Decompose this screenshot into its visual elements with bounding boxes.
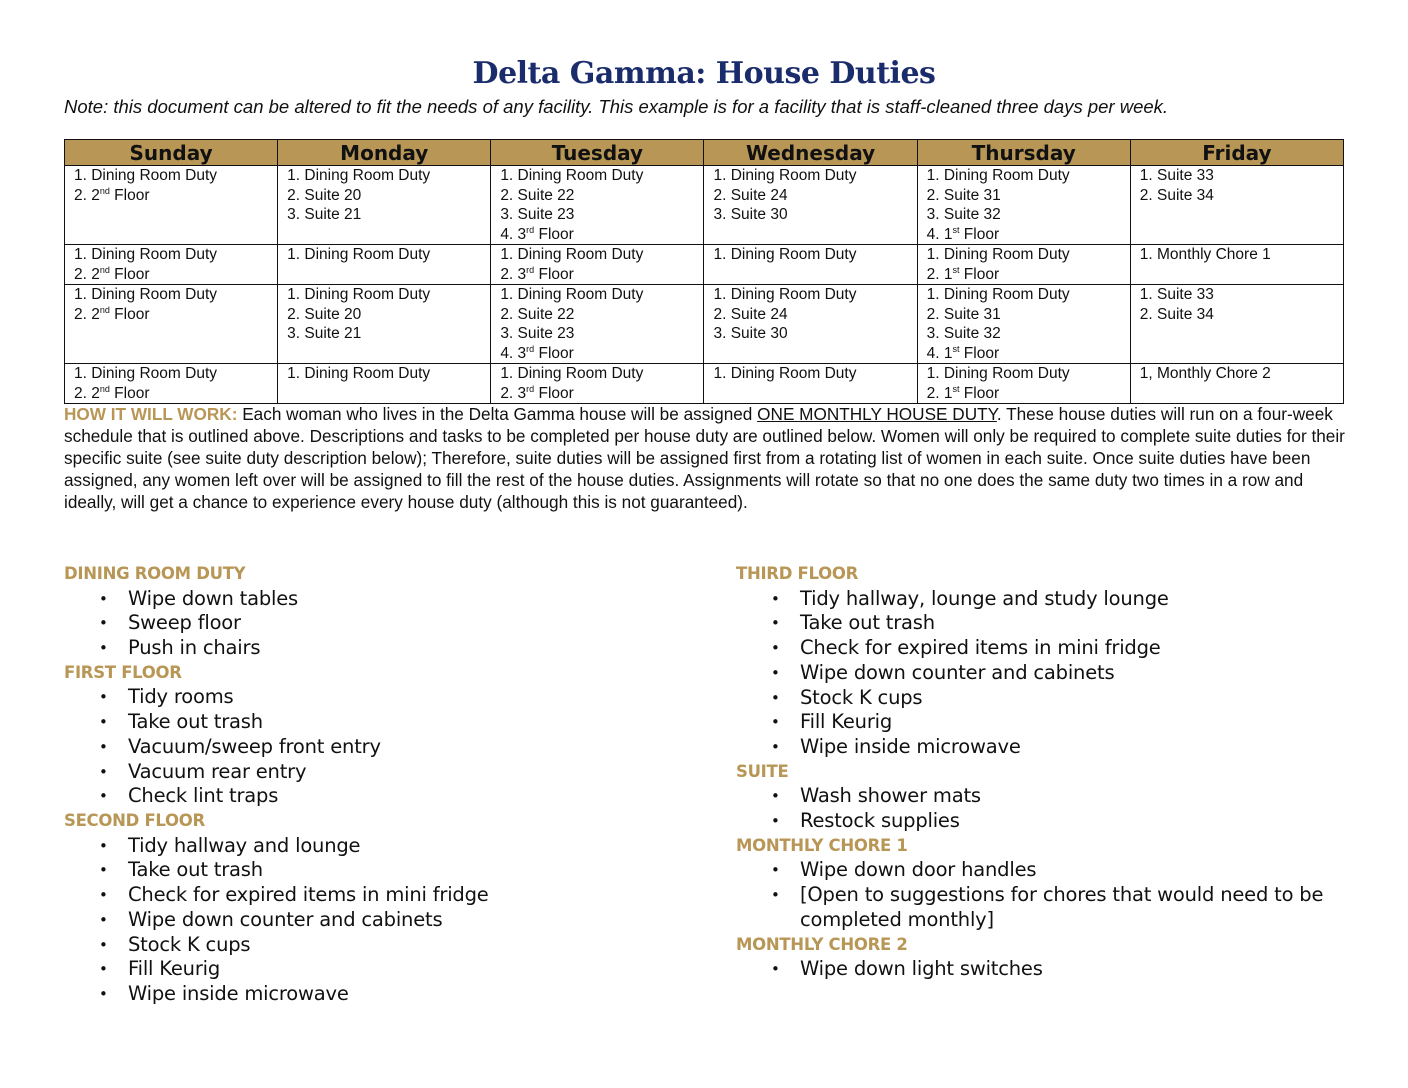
bullet-icon: • (99, 886, 108, 905)
duty-entry-text: 1. Dining Room Duty (287, 365, 431, 382)
ordinal-suffix: rd (526, 264, 535, 275)
bullet-icon: • (99, 762, 108, 781)
duty-heading: MONTHLY CHORE 1 (736, 835, 908, 855)
duty-entry-text: 1. Suite 33 (1139, 286, 1214, 303)
ordinal-suffix: nd (99, 383, 110, 394)
duty-entry (500, 225, 703, 245)
duty-entry-text-suffix: Floor (534, 265, 574, 283)
schedule-week-row (65, 364, 1344, 404)
ordinal-suffix: rd (526, 343, 535, 354)
duty-task-item (64, 636, 704, 661)
duty-entry (287, 205, 490, 225)
duty-entry (1140, 364, 1343, 384)
duty-entry-text: 1. Dining Room Duty (74, 167, 218, 184)
schedule-cell (1130, 364, 1343, 404)
how-it-works-text-2: . These house duties will run on a four-week schedule that is outlined above. Descriptions and tasks to be completed per house duty are outlined below. Women will only be required to complete suite duties for their specific suite (see suite duty description below); Therefore, suite duties will be assigned first from a rotating list of women in each suite. Once suite duties have been assigned, any women left over will be assigned to fill the rest of the house duties. Assignments will rotate so that no one does the same duty two times in a row and ideally, will get a chance to experience every house duty (although this is not guaranteed). (64, 404, 1345, 512)
duty-task-text: Fill Keurig (800, 710, 893, 734)
day-header-sunday: Sunday (65, 140, 278, 166)
duty-task-item (736, 735, 1376, 760)
duty-entry (74, 265, 277, 285)
duty-task-text: Wipe down counter and cabinets (800, 660, 1115, 684)
day-header-monday: Monday (278, 140, 491, 166)
duty-task-text: Wipe down counter and cabinets (128, 907, 443, 931)
duty-task-item (64, 710, 704, 735)
duty-task-item (64, 908, 704, 933)
duty-entry (500, 384, 703, 404)
duty-entry-text: 2. 2 (74, 186, 100, 204)
duty-heading: SECOND FLOOR (64, 811, 205, 830)
duty-task-text: Vacuum rear entry (128, 759, 307, 783)
duty-task-item (736, 611, 1376, 636)
schedule-cell (704, 166, 917, 245)
ordinal-suffix: st (952, 224, 960, 235)
duty-task-text: Wipe down door handles (800, 858, 1037, 882)
schedule-cell (1130, 245, 1343, 285)
duty-task-list (64, 834, 704, 1007)
duty-task-text: Check for expired items in mini fridge (800, 636, 1161, 660)
duty-task-text: Tidy rooms (128, 685, 234, 709)
duty-entry-text: 1. Dining Room Duty (500, 286, 644, 303)
duty-entry (927, 285, 1130, 305)
duty-entry (1140, 305, 1343, 325)
ordinal-suffix: nd (99, 185, 110, 196)
duty-entry-text: 1. Dining Room Duty (500, 246, 644, 263)
duty-entry-text: 1. Dining Room Duty (287, 246, 431, 263)
schedule-cell (1130, 166, 1343, 245)
duty-entry-text-suffix: Floor (534, 225, 574, 243)
duty-task-item (64, 883, 704, 908)
day-header-tuesday: Tuesday (491, 140, 704, 166)
ordinal-suffix: nd (99, 304, 110, 315)
duty-heading: MONTHLY CHORE 2 (736, 934, 908, 954)
bullet-icon: • (99, 688, 108, 707)
duty-task-list (736, 858, 1376, 932)
schedule-week-row (65, 285, 1344, 364)
duty-entry-text: 2. Suite 34 (1139, 186, 1214, 204)
schedule-table (64, 139, 1344, 404)
duty-entry (1140, 245, 1343, 265)
duty-task-item (736, 710, 1376, 735)
bullet-icon: • (99, 713, 108, 732)
ordinal-suffix: st (952, 383, 960, 394)
duty-task-item (736, 809, 1376, 834)
duty-entry-text: 2. 3 (500, 265, 527, 283)
bullet-icon: • (99, 737, 108, 756)
schedule-cell (65, 285, 278, 364)
duty-entry (713, 245, 916, 265)
duty-entry-text-suffix: Floor (534, 384, 574, 402)
schedule-cell (278, 166, 491, 245)
duty-entry-text: 2. Suite 22 (500, 305, 575, 323)
schedule-cell (278, 285, 491, 364)
duty-entry-text: 3. Suite 32 (926, 206, 1001, 223)
schedule-cell (65, 245, 278, 285)
duty-task-text: Wipe down light switches (800, 957, 1043, 981)
duty-task-list (64, 587, 704, 661)
duty-entry (927, 344, 1130, 364)
duty-task-text: Vacuum/sweep front entry (128, 734, 381, 758)
duty-entry (927, 364, 1130, 384)
duty-entry-text: 3. Suite 32 (926, 325, 1001, 342)
duty-entry-text: 3. Suite 21 (287, 206, 362, 223)
duty-task-list (736, 957, 1376, 982)
duty-task-text: Wipe inside microwave (128, 981, 349, 1005)
schedule-cell (1130, 285, 1343, 364)
duty-entry-text-suffix: Floor (109, 265, 150, 283)
schedule-header-row (65, 140, 1344, 166)
bullet-icon: • (771, 737, 780, 756)
bullet-icon: • (771, 886, 780, 905)
day-header-wednesday: Wednesday (704, 140, 917, 166)
facility-note: Note: this document can be altered to fit the needs of any facility. This example is for a facility that is staff-cleaned three days per week. (64, 96, 1169, 117)
duty-entry (74, 305, 277, 325)
duty-entry-text: 1. Dining Room Duty (926, 167, 1070, 184)
duty-entry (927, 225, 1130, 245)
duty-entry (927, 265, 1130, 285)
duty-task-text: Take out trash (800, 611, 935, 635)
bullet-icon: • (99, 861, 108, 880)
bullet-icon: • (99, 614, 108, 633)
duty-task-item (64, 611, 704, 636)
duty-entry-text: 1. Dining Room Duty (926, 286, 1070, 303)
bullet-icon: • (99, 910, 108, 929)
schedule-cell (704, 364, 917, 404)
duty-entry-text: 1. Dining Room Duty (713, 365, 857, 382)
duty-task-text: Sweep floor (128, 611, 241, 635)
duty-task-item (736, 587, 1376, 612)
schedule-cell (491, 245, 704, 285)
bullet-icon: • (771, 663, 780, 682)
duty-entry (927, 186, 1130, 206)
how-it-works-lead: HOW IT WILL WORK: (64, 404, 238, 424)
page-title: Delta Gamma: House Duties (472, 56, 936, 91)
duty-entry (74, 364, 277, 384)
duty-entry (500, 344, 703, 364)
duty-entry (500, 265, 703, 285)
duty-task-list (736, 587, 1376, 760)
duty-entry-text: 3. Suite 30 (713, 206, 788, 223)
duty-entry-text: 1. Dining Room Duty (500, 167, 644, 184)
duty-task-item (736, 883, 1376, 932)
duty-entry-text: 3. Suite 23 (500, 325, 575, 342)
duty-entry-text-suffix: Floor (959, 265, 1000, 283)
schedule-cell (278, 364, 491, 404)
duty-entry-text: 4. 3 (500, 344, 527, 362)
duty-entry (500, 205, 703, 225)
duty-task-text: Check for expired items in mini fridge (128, 883, 489, 907)
duty-task-item (736, 784, 1376, 809)
schedule-cell (917, 166, 1130, 245)
duty-entry (713, 205, 916, 225)
duty-entry-text: 1. Dining Room Duty (500, 365, 644, 382)
duty-heading: SUITE (736, 761, 789, 781)
how-it-works-underlined: ONE MONTHLY HOUSE DUTY (757, 404, 997, 424)
duty-entry (287, 186, 490, 206)
duty-entry (1140, 186, 1343, 206)
bullet-icon: • (99, 935, 108, 954)
duty-heading: THIRD FLOOR (736, 564, 859, 583)
ordinal-suffix: rd (526, 383, 535, 394)
bullet-icon: • (771, 688, 780, 707)
duty-entry-text: 1. Dining Room Duty (74, 246, 218, 263)
duty-entry (927, 245, 1130, 265)
duty-entry-text: 2. Suite 31 (926, 305, 1001, 323)
duty-entry-text: 2. 2 (74, 265, 100, 283)
duty-task-text: Push in chairs (128, 636, 261, 660)
duty-entry (713, 364, 916, 384)
duty-entry (713, 166, 916, 186)
ordinal-suffix: rd (526, 224, 535, 235)
duty-entry-text: 2. 2 (74, 384, 100, 402)
duty-task-text: Fill Keurig (128, 957, 221, 981)
duty-task-text: Tidy hallway and lounge (128, 833, 361, 857)
duty-entry-text: 1. Dining Room Duty (713, 167, 857, 184)
duty-task-text: Wipe down tables (128, 586, 299, 610)
duty-entry (713, 324, 916, 344)
duty-entry (500, 186, 703, 206)
duty-task-item (64, 957, 704, 982)
duty-entry (927, 324, 1130, 344)
duty-task-text: Tidy hallway, lounge and study lounge (800, 586, 1169, 610)
duty-task-text: Take out trash (128, 858, 263, 882)
duty-entry-text: 2. Suite 22 (500, 186, 575, 204)
duty-entry (713, 186, 916, 206)
duty-entry (1140, 166, 1343, 186)
duty-entry-text: 1, Monthly Chore 2 (1139, 365, 1271, 382)
duty-entry-text: 1. Dining Room Duty (926, 365, 1070, 382)
schedule-cell (491, 285, 704, 364)
schedule-cell (491, 364, 704, 404)
duties-left-column (64, 562, 704, 1007)
duty-task-item (64, 834, 704, 859)
duty-entry (927, 305, 1130, 325)
bullet-icon: • (99, 836, 108, 855)
schedule-cell (278, 245, 491, 285)
how-it-works-text-1: Each woman who lives in the Delta Gamma house will be assigned (237, 404, 758, 424)
duty-entry (500, 324, 703, 344)
duty-task-text: Restock supplies (800, 809, 960, 832)
duty-task-text: Check lint traps (128, 784, 279, 808)
duty-task-item (736, 957, 1376, 982)
duty-task-item (736, 636, 1376, 661)
schedule-cell (65, 166, 278, 245)
duty-entry-text-suffix: Floor (959, 344, 1000, 362)
bullet-icon: • (771, 713, 780, 732)
duty-entry (500, 166, 703, 186)
duty-entry-text: 2. Suite 24 (713, 186, 788, 204)
duty-entry-text: 2. Suite 34 (1139, 305, 1214, 323)
duty-entry (74, 166, 277, 186)
duty-entry-text: 4. 1 (926, 344, 953, 362)
duty-task-item (64, 685, 704, 710)
bullet-icon: • (771, 639, 780, 658)
duty-entry (927, 205, 1130, 225)
duty-task-item (64, 858, 704, 883)
duty-entry (287, 324, 490, 344)
duty-task-item (64, 933, 704, 958)
bullet-icon: • (771, 589, 780, 608)
duty-task-text: Stock K cups (128, 932, 251, 956)
duty-entry-text: 2. 3 (500, 384, 527, 402)
duty-entry-text: 2. 2 (74, 305, 100, 323)
duty-entry-text: 1. Dining Room Duty (74, 365, 218, 382)
ordinal-suffix: st (952, 343, 960, 354)
duty-entry-text: 1. Monthly Chore 1 (1139, 246, 1271, 263)
ordinal-suffix: st (952, 264, 960, 275)
duty-entry (500, 245, 703, 265)
duty-entry (500, 285, 703, 305)
duty-task-text: Wash shower mats (800, 784, 981, 808)
duty-entry-text-suffix: Floor (959, 384, 1000, 402)
bullet-icon: • (771, 960, 780, 979)
duty-entry-text: 2. Suite 24 (713, 305, 788, 323)
duty-entry (500, 305, 703, 325)
bullet-icon: • (99, 787, 108, 806)
duty-entry-text: 1. Dining Room Duty (287, 167, 431, 184)
duty-entry (74, 384, 277, 404)
duty-entry-text-suffix: Floor (109, 186, 150, 204)
duty-entry-text-suffix: Floor (959, 225, 1000, 243)
duty-entry (287, 245, 490, 265)
duty-heading: FIRST FLOOR (64, 662, 182, 682)
duty-entry-text: 1. Suite 33 (1139, 167, 1214, 184)
ordinal-suffix: nd (99, 264, 110, 275)
duty-task-text: Take out trash (128, 710, 263, 734)
schedule-cell (917, 245, 1130, 285)
duty-task-list (736, 784, 1376, 833)
duty-entry-text: 3. Suite 21 (287, 325, 362, 342)
schedule-cell (917, 285, 1130, 364)
duty-task-list (64, 685, 704, 809)
duty-entry (1140, 285, 1343, 305)
duty-entry-text: 4. 3 (500, 225, 527, 243)
bullet-icon: • (99, 960, 108, 979)
duty-heading: DINING ROOM DUTY (64, 564, 246, 583)
duty-entry-text: 2. 1 (926, 384, 953, 402)
duties-right-column (736, 562, 1376, 982)
bullet-icon: • (99, 589, 108, 608)
duty-task-item (64, 982, 704, 1007)
duty-entry-text-suffix: Floor (109, 305, 150, 323)
bullet-icon: • (99, 639, 108, 658)
duty-entry (74, 186, 277, 206)
duty-entry-text: 1. Dining Room Duty (74, 286, 218, 303)
duty-task-text: Wipe inside microwave (800, 734, 1021, 758)
duty-entry-text: 3. Suite 30 (713, 325, 788, 342)
bullet-icon: • (771, 861, 780, 880)
duty-entry-text: 1. Dining Room Duty (713, 246, 857, 263)
schedule-cell (704, 245, 917, 285)
duty-entry (927, 384, 1130, 404)
schedule-week-row (65, 166, 1344, 245)
duty-entry-text: 2. 1 (926, 265, 953, 283)
duty-task-item (64, 760, 704, 785)
duty-entry (927, 166, 1130, 186)
bullet-icon: • (771, 614, 780, 633)
duty-task-item (736, 686, 1376, 711)
bullet-icon: • (771, 787, 780, 806)
duty-entry-text: 2. Suite 20 (287, 305, 362, 323)
duty-task-item (736, 858, 1376, 883)
duty-entry (287, 166, 490, 186)
duty-entry (713, 285, 916, 305)
duty-entry-text: 4. 1 (926, 225, 953, 243)
duty-entry (500, 364, 703, 384)
duty-entry (74, 285, 277, 305)
day-header-thursday: Thursday (917, 140, 1130, 166)
how-it-works-paragraph (64, 404, 1349, 514)
duty-entry (287, 305, 490, 325)
day-header-friday: Friday (1130, 140, 1343, 166)
duty-task-text: [Open to suggestions for chores that would need to be completed monthly] (800, 883, 1324, 931)
duty-entry-text: 1. Dining Room Duty (287, 286, 431, 303)
schedule-cell (65, 364, 278, 404)
duty-entry-text: 3. Suite 23 (500, 206, 575, 223)
duty-entry-text-suffix: Floor (534, 344, 574, 362)
schedule-cell (917, 364, 1130, 404)
duty-entry-text: 2. Suite 20 (287, 186, 362, 204)
duty-entry (74, 245, 277, 265)
schedule-week-row (65, 245, 1344, 285)
bullet-icon: • (771, 812, 780, 830)
duty-entry (287, 285, 490, 305)
duty-task-item (736, 661, 1376, 686)
bullet-icon: • (99, 984, 108, 1003)
duty-entry-text-suffix: Floor (109, 384, 150, 402)
duty-entry-text: 2. Suite 31 (926, 186, 1001, 204)
duty-entry-text: 1. Dining Room Duty (926, 246, 1070, 263)
duty-task-item (64, 587, 704, 612)
duty-task-text: Stock K cups (800, 685, 923, 709)
schedule-cell (491, 166, 704, 245)
schedule-cell (704, 285, 917, 364)
duty-entry (287, 364, 490, 384)
duty-entry-text: 1. Dining Room Duty (713, 286, 857, 303)
duty-task-item (64, 735, 704, 760)
duty-entry (713, 305, 916, 325)
duty-task-item (64, 784, 704, 809)
